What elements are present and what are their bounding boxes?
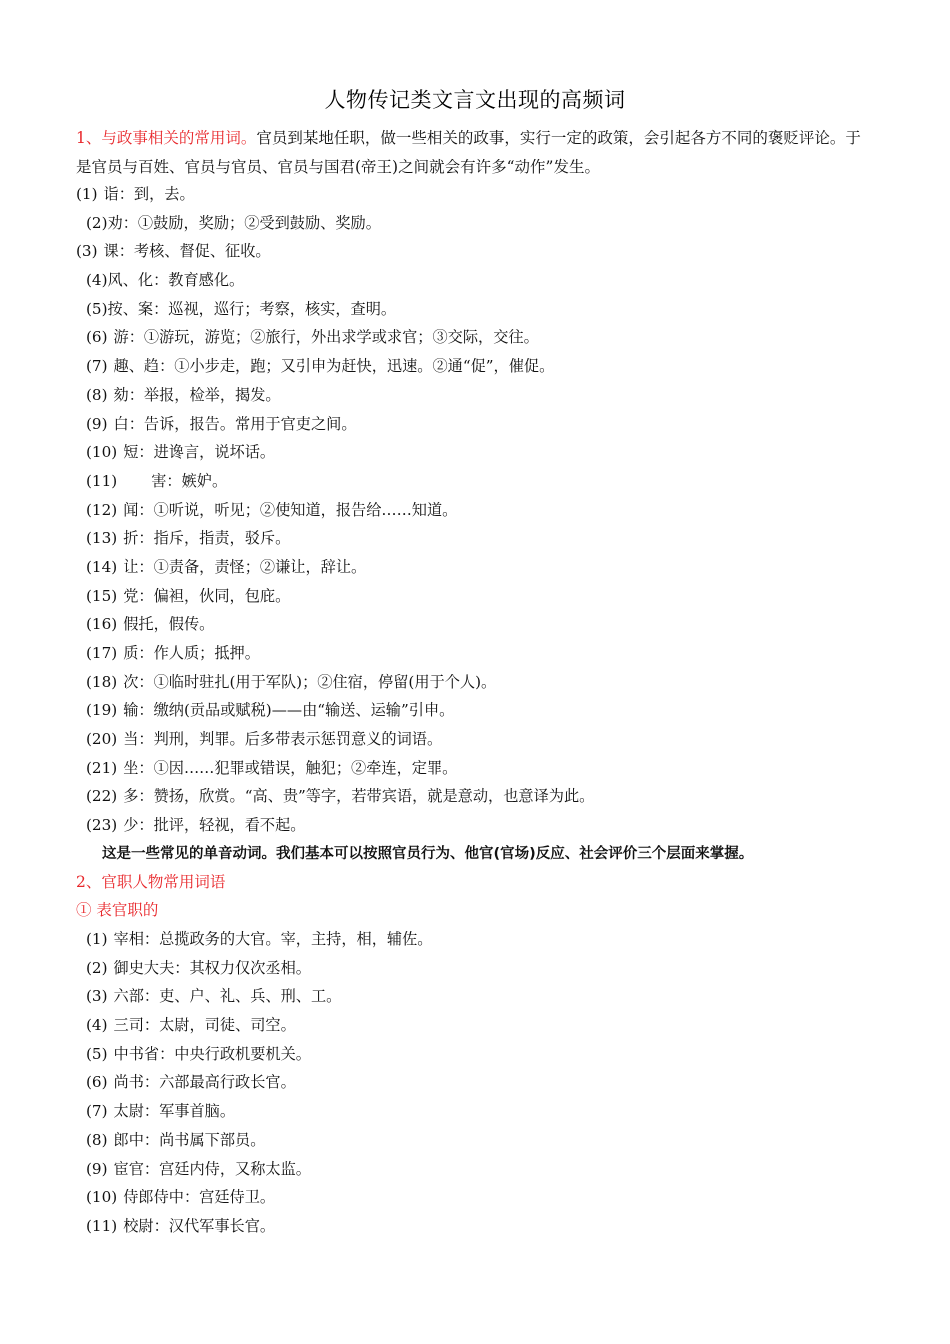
list-item: (6) 游：①游玩，游览；②旅行，外出求学或求官；③交际，交往。: [86, 328, 539, 347]
list-item: (9) 宦官：宫廷内侍，又称太监。: [86, 1159, 311, 1178]
list-item: (1) 宰相：总揽政务的大官。宰，主持，相，辅佐。: [86, 930, 433, 948]
list-item: (13) 折：指斥，指责，驳斥。: [86, 529, 291, 548]
page-title: 人物传记类文言文出现的高频词: [324, 88, 626, 112]
list-item: (4) 三司：太尉，司徒、司空。: [86, 1016, 296, 1035]
list-item: (14) 让：①责备，责怪；②谦让，辞让。: [86, 557, 367, 576]
list-item: (15) 党：偏袒，伙同，包庇。: [86, 586, 291, 605]
list-item: (5)按、案：巡视，巡行；考察，核实，查明。: [86, 299, 397, 318]
list-item: (16) 假托，假传。: [86, 615, 215, 634]
list-item: (2)劝：①鼓励，奖励；②受到鼓励、奖励。: [86, 213, 381, 232]
list-item: (17) 质：作人质；抵押。: [86, 644, 260, 662]
list-item: (5) 中书省：中央行政机要机关。: [86, 1044, 311, 1063]
list-item: (8) 郎中：尚书属下部员。: [86, 1130, 266, 1149]
list-item: (20) 当：判刑，判罪。后多带表示惩罚意义的词语。: [86, 730, 443, 749]
section1-intro-text: 官员到某地任职，做一些相关的政事，实行一定的政策，会引起各方不同的褒贬评论。于是官员与百姓、官员与官员、官员与国君(帝王)之间就会有许多“动作”发生。: [76, 129, 861, 176]
list-item: (4)风、化：教育感化。: [86, 271, 245, 290]
section2-official-list: [86, 925, 432, 1241]
list-item: (11) 校尉：汉代军事长官。: [86, 1216, 276, 1235]
list-item: (3) 六部：吏、户、礼、兵、刑、工。: [86, 987, 342, 1006]
list-item: (7) 趣、趋：①小步走，跑；又引申为赶快，迅速。②通“促”，催促。: [86, 357, 555, 376]
list-item: (22) 多：赞扬，欣赏。“高、贵”等字，若带宾语，就是意动，也意译为此。: [86, 787, 595, 806]
section1-word-list: [76, 180, 594, 840]
list-item: (6) 尚书：六部最高行政长官。: [86, 1073, 296, 1092]
list-item: (19) 输：缴纳(贡品或赋税)——由“输送、运输”引申。: [86, 701, 455, 720]
list-item: (3) 课：考核、督促、征收。: [76, 242, 271, 261]
section1-heading: 1、与政事相关的常用词。: [76, 129, 257, 147]
list-item: (12) 闻：①听说，听见；②使知道，报告给……知道。: [86, 500, 458, 519]
section1-intro: [76, 124, 876, 182]
list-item: (7) 太尉：军事首脑。: [86, 1102, 236, 1121]
list-item: (18) 次：①临时驻扎(用于军队)；②住宿，停留(用于个人)。: [86, 672, 497, 691]
section1-summary: 这是一些常见的单音动词。我们基本可以按照官员行为、他官(官场)反应、社会评价三个层面来掌握。: [102, 846, 754, 862]
list-item: (1) 诣：到，去。: [76, 185, 195, 203]
list-item: (10) 侍郎侍中：宫廷侍卫。: [86, 1188, 276, 1207]
list-item: (8) 劾：举报，检举，揭发。: [86, 385, 281, 404]
list-item: (2) 御史大夫：其权力仅次丞相。: [86, 958, 311, 977]
section2-subheading: ① 表官职的: [76, 901, 159, 919]
list-item: (9) 白：告诉，报告。常用于官吏之间。: [86, 414, 357, 433]
list-item: (11) 害：嫉妒。: [86, 471, 228, 490]
list-item: (23) 少：批评，轻视，看不起。: [86, 816, 306, 835]
list-item: (21) 坐：①因……犯罪或错误，触犯；②牵连，定罪。: [86, 758, 458, 777]
list-item: (10) 短：进谗言，说坏话。: [86, 443, 276, 462]
section2-heading: 2、官职人物常用词语: [76, 873, 226, 891]
